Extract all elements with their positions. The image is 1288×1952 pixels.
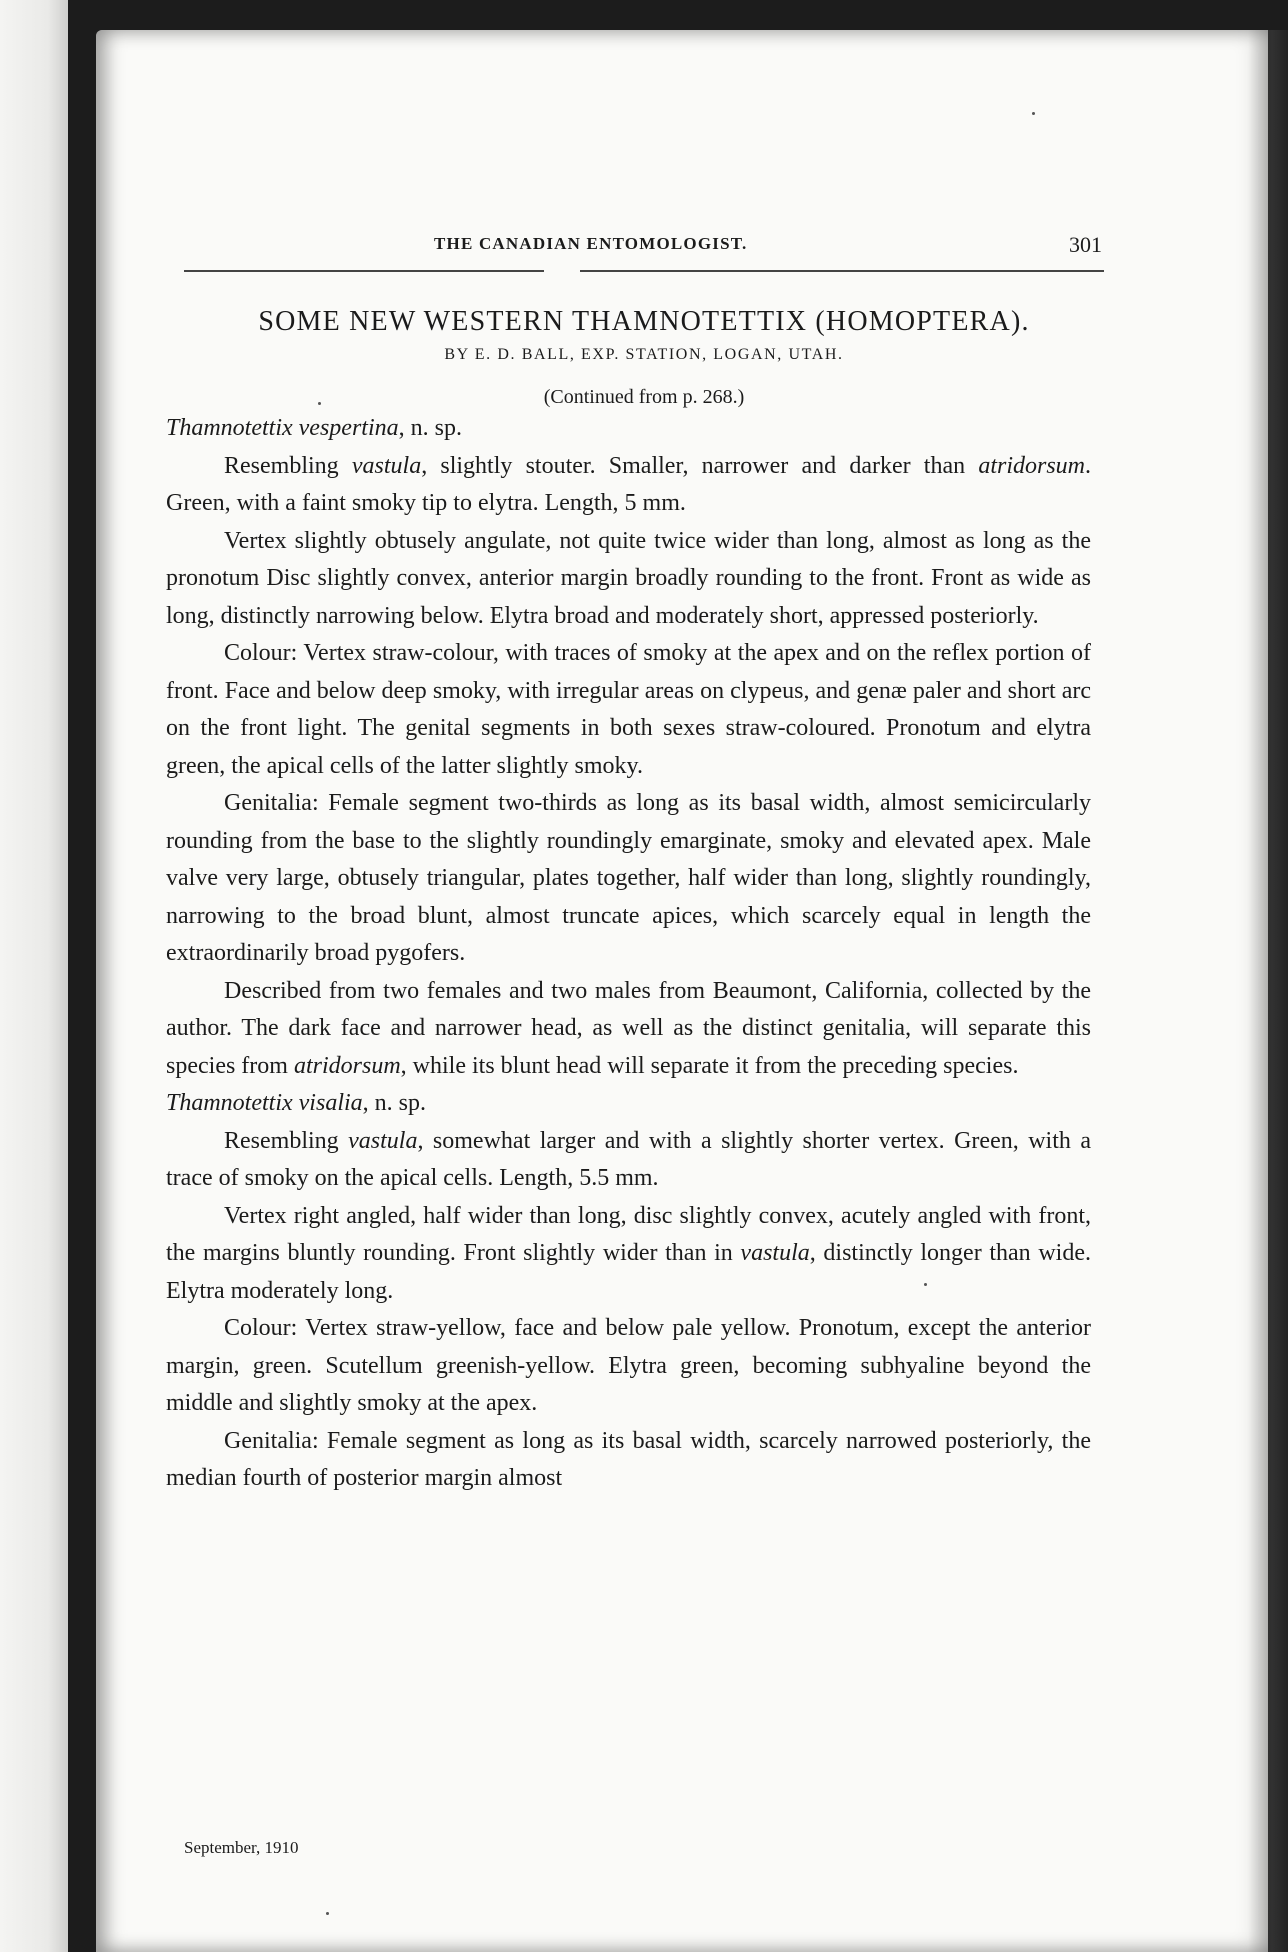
paragraph: Vertex right angled, half wider than long, disc slightly convex, acutely angled with front, the margins bluntly rounding. Front slightly wider than in vastula, distinctly longer than wide. Elytra moderately long.	[166, 1202, 1091, 1304]
latin-name: vastula	[740, 1240, 810, 1266]
scan-speck	[1032, 112, 1035, 115]
paragraph: Resembling vastula, somewhat larger and with a slightly shorter vertex. Green, with a trace of smoky on the apical cells. Length, 5.5 mm.	[166, 1127, 1091, 1191]
continued-note: (Continued from p. 268.)	[543, 386, 745, 408]
page-edge-shadow	[1248, 30, 1288, 1952]
header-rule	[184, 270, 1104, 272]
facing-page-margin	[0, 0, 68, 1952]
paragraph: Colour: Vertex straw-colour, with traces of smoky at the apex and on the reflex portion of front. Face and below deep smoky, with irregular areas on clypeus, and genæ paler and short arc on the front light. The genital segments in both sexes straw-coloured. Pronotum and elytra green, the apical cells of the latter slightly smoky.	[166, 640, 1091, 779]
species-name: Thamnotettix vespertina	[166, 415, 399, 441]
paragraph: Described from two females and two males from Beaumont, California, collected by the author. The dark face and narrower head, as well as the distinct genitalia, will separate this species from atridorsum, while its blunt head will separate it from the preceding species.	[166, 977, 1091, 1079]
latin-name: vastula	[348, 1127, 418, 1154]
paragraph: Genitalia: Female segment as long as its basal width, scarcely narrowed posteriorly, the median fourth of posterior margin almost	[166, 1427, 1091, 1491]
issue-date: September, 1910	[184, 1838, 299, 1857]
paragraph: Colour: Vertex straw-yellow, face and below pale yellow. Pronotum, except the anterior margin, green. Scutellum greenish-yellow. Elytra green, becoming subhyaline beyond the middle and slightly smoky at the apex.	[166, 1315, 1091, 1416]
species-suffix: , n. sp.	[362, 1090, 426, 1116]
article-title: SOME NEW WESTERN THAMNOTETTIX (HOMOPTERA).	[258, 306, 1030, 337]
latin-name: vastula	[351, 452, 422, 479]
journal-title: THE CANADIAN ENTOMOLOGIST.	[434, 234, 748, 253]
article-body	[166, 410, 1091, 1498]
species-suffix: , n. sp.	[398, 415, 462, 441]
species-heading-vespertina	[166, 410, 1091, 448]
running-header	[184, 228, 1104, 268]
article-byline: BY E. D. BALL, EXP. STATION, LOGAN, UTAH.	[444, 346, 844, 363]
paragraph: Vertex slightly obtusely angulate, not quite twice wider than long, almost as long as the pronotum Disc slightly convex, anterior margin broadly rounding to the front. Front as wide as long, distinctly narrowing below. Elytra broad and moderately short, appressed posteriorly.	[166, 527, 1091, 629]
latin-name: atridorsum	[293, 1052, 401, 1079]
latin-name: atridorsum	[978, 452, 1086, 479]
species-name: Thamnotettix visalia	[166, 1090, 363, 1116]
paragraph: Genitalia: Female segment two-thirds as long as its basal width, almost semicircularly rounding from the base to the slightly roundingly emarginate, smoky and elevated apex. Male valve very large, obtusely triangular, plates together, half wider than long, slightly roundingly, narrowing to the broad blunt, almost truncate apices, which scarcely equal in length the extraordinarily broad pygofers.	[166, 790, 1091, 966]
page-number: 301	[1069, 232, 1102, 257]
scan-speck	[326, 1912, 329, 1915]
header-rule-gap	[544, 266, 580, 276]
paragraph: Resembling vastula, slightly stouter. Smaller, narrower and darker than atridorsum. Green, with a faint smoky tip to elytra. Length, 5 mm.	[166, 452, 1092, 516]
species-heading-visalia	[166, 1085, 1091, 1123]
